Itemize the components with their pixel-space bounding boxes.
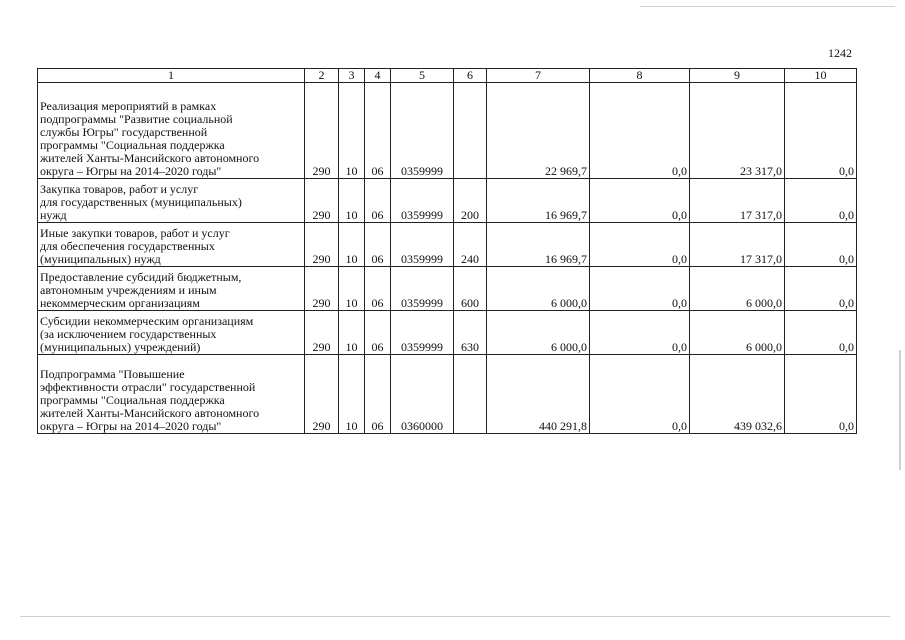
column-header: 3	[339, 69, 365, 83]
column-header: 4	[365, 69, 391, 83]
cell-col4: 06	[365, 179, 391, 223]
cell-col8: 0,0	[590, 179, 690, 223]
cell-col5: 0359999	[391, 267, 454, 311]
cell-col4: 06	[365, 223, 391, 267]
column-header: 1	[38, 69, 305, 83]
cell-col2: 290	[305, 223, 339, 267]
cell-col4: 06	[365, 311, 391, 355]
cell-col7: 440 291,8	[487, 355, 590, 434]
table-row	[38, 311, 857, 355]
cell-col10: 0,0	[785, 223, 857, 267]
cell-col6: 240	[454, 223, 487, 267]
column-header: 6	[454, 69, 487, 83]
cell-col2: 290	[305, 267, 339, 311]
cell-col9: 439 032,6	[690, 355, 785, 434]
cell-col4: 06	[365, 267, 391, 311]
table-row	[38, 223, 857, 267]
cell-col10: 0,0	[785, 355, 857, 434]
column-header: 5	[391, 69, 454, 83]
cell-col7: 22 969,7	[487, 83, 590, 179]
table-row	[38, 355, 857, 434]
scan-edge-line	[899, 350, 901, 470]
cell-col3: 10	[339, 179, 365, 223]
scan-noise-top	[640, 6, 895, 7]
row-description: Реализация мероприятий в рамках подпрограммы "Развитие социальной службы Югры" государственной программы "Социальная поддержка жителей Ханты-Мансийского автономного округа – Югры на 2014–2020 годы"	[38, 83, 305, 179]
cell-col9: 6 000,0	[690, 311, 785, 355]
cell-col7: 16 969,7	[487, 179, 590, 223]
cell-col7: 6 000,0	[487, 267, 590, 311]
cell-col10: 0,0	[785, 179, 857, 223]
cell-col5: 0359999	[391, 83, 454, 179]
cell-col9: 6 000,0	[690, 267, 785, 311]
cell-col10: 0,0	[785, 267, 857, 311]
cell-col5: 0359999	[391, 223, 454, 267]
row-description: Субсидии некоммерческим организациям (за исключением государственных (муниципальных) учреждений)	[38, 311, 305, 355]
page-number: 1242	[828, 46, 852, 60]
cell-col6	[454, 355, 487, 434]
cell-col2: 290	[305, 311, 339, 355]
cell-col5: 0359999	[391, 311, 454, 355]
cell-col8: 0,0	[590, 267, 690, 311]
row-description: Предоставление субсидий бюджетным, автономным учреждениям и иным некоммерческим организациям	[38, 267, 305, 311]
cell-col10: 0,0	[785, 83, 857, 179]
cell-col5: 0359999	[391, 179, 454, 223]
budget-table	[37, 68, 857, 434]
cell-col9: 17 317,0	[690, 223, 785, 267]
column-header: 10	[785, 69, 857, 83]
row-description: Иные закупки товаров, работ и услуг для обеспечения государственных (муниципальных) нужд	[38, 223, 305, 267]
cell-col6: 600	[454, 267, 487, 311]
column-header: 8	[590, 69, 690, 83]
cell-col7: 16 969,7	[487, 223, 590, 267]
cell-col8: 0,0	[590, 355, 690, 434]
cell-col6: 630	[454, 311, 487, 355]
column-header: 9	[690, 69, 785, 83]
cell-col10: 0,0	[785, 311, 857, 355]
cell-col8: 0,0	[590, 83, 690, 179]
cell-col6	[454, 83, 487, 179]
cell-col3: 10	[339, 83, 365, 179]
cell-col3: 10	[339, 223, 365, 267]
table-row	[38, 83, 857, 179]
cell-col7: 6 000,0	[487, 311, 590, 355]
column-header: 7	[487, 69, 590, 83]
cell-col6: 200	[454, 179, 487, 223]
cell-col4: 06	[365, 355, 391, 434]
table-header-row	[38, 69, 857, 83]
cell-col3: 10	[339, 311, 365, 355]
cell-col2: 290	[305, 83, 339, 179]
cell-col8: 0,0	[590, 311, 690, 355]
cell-col9: 23 317,0	[690, 83, 785, 179]
cell-col4: 06	[365, 83, 391, 179]
table-row	[38, 267, 857, 311]
cell-col3: 10	[339, 355, 365, 434]
cell-col9: 17 317,0	[690, 179, 785, 223]
cell-col8: 0,0	[590, 223, 690, 267]
row-description: Подпрограмма "Повышение эффективности отрасли" государственной программы "Социальная поддержка жителей Ханты-Мансийского автономного округа – Югры на 2014–2020 годы"	[38, 355, 305, 434]
cell-col3: 10	[339, 267, 365, 311]
table-row	[38, 179, 857, 223]
row-description: Закупка товаров, работ и услуг для государственных (муниципальных) нужд	[38, 179, 305, 223]
cell-col2: 290	[305, 355, 339, 434]
column-header: 2	[305, 69, 339, 83]
cell-col2: 290	[305, 179, 339, 223]
scan-noise-bottom	[20, 616, 890, 617]
cell-col5: 0360000	[391, 355, 454, 434]
